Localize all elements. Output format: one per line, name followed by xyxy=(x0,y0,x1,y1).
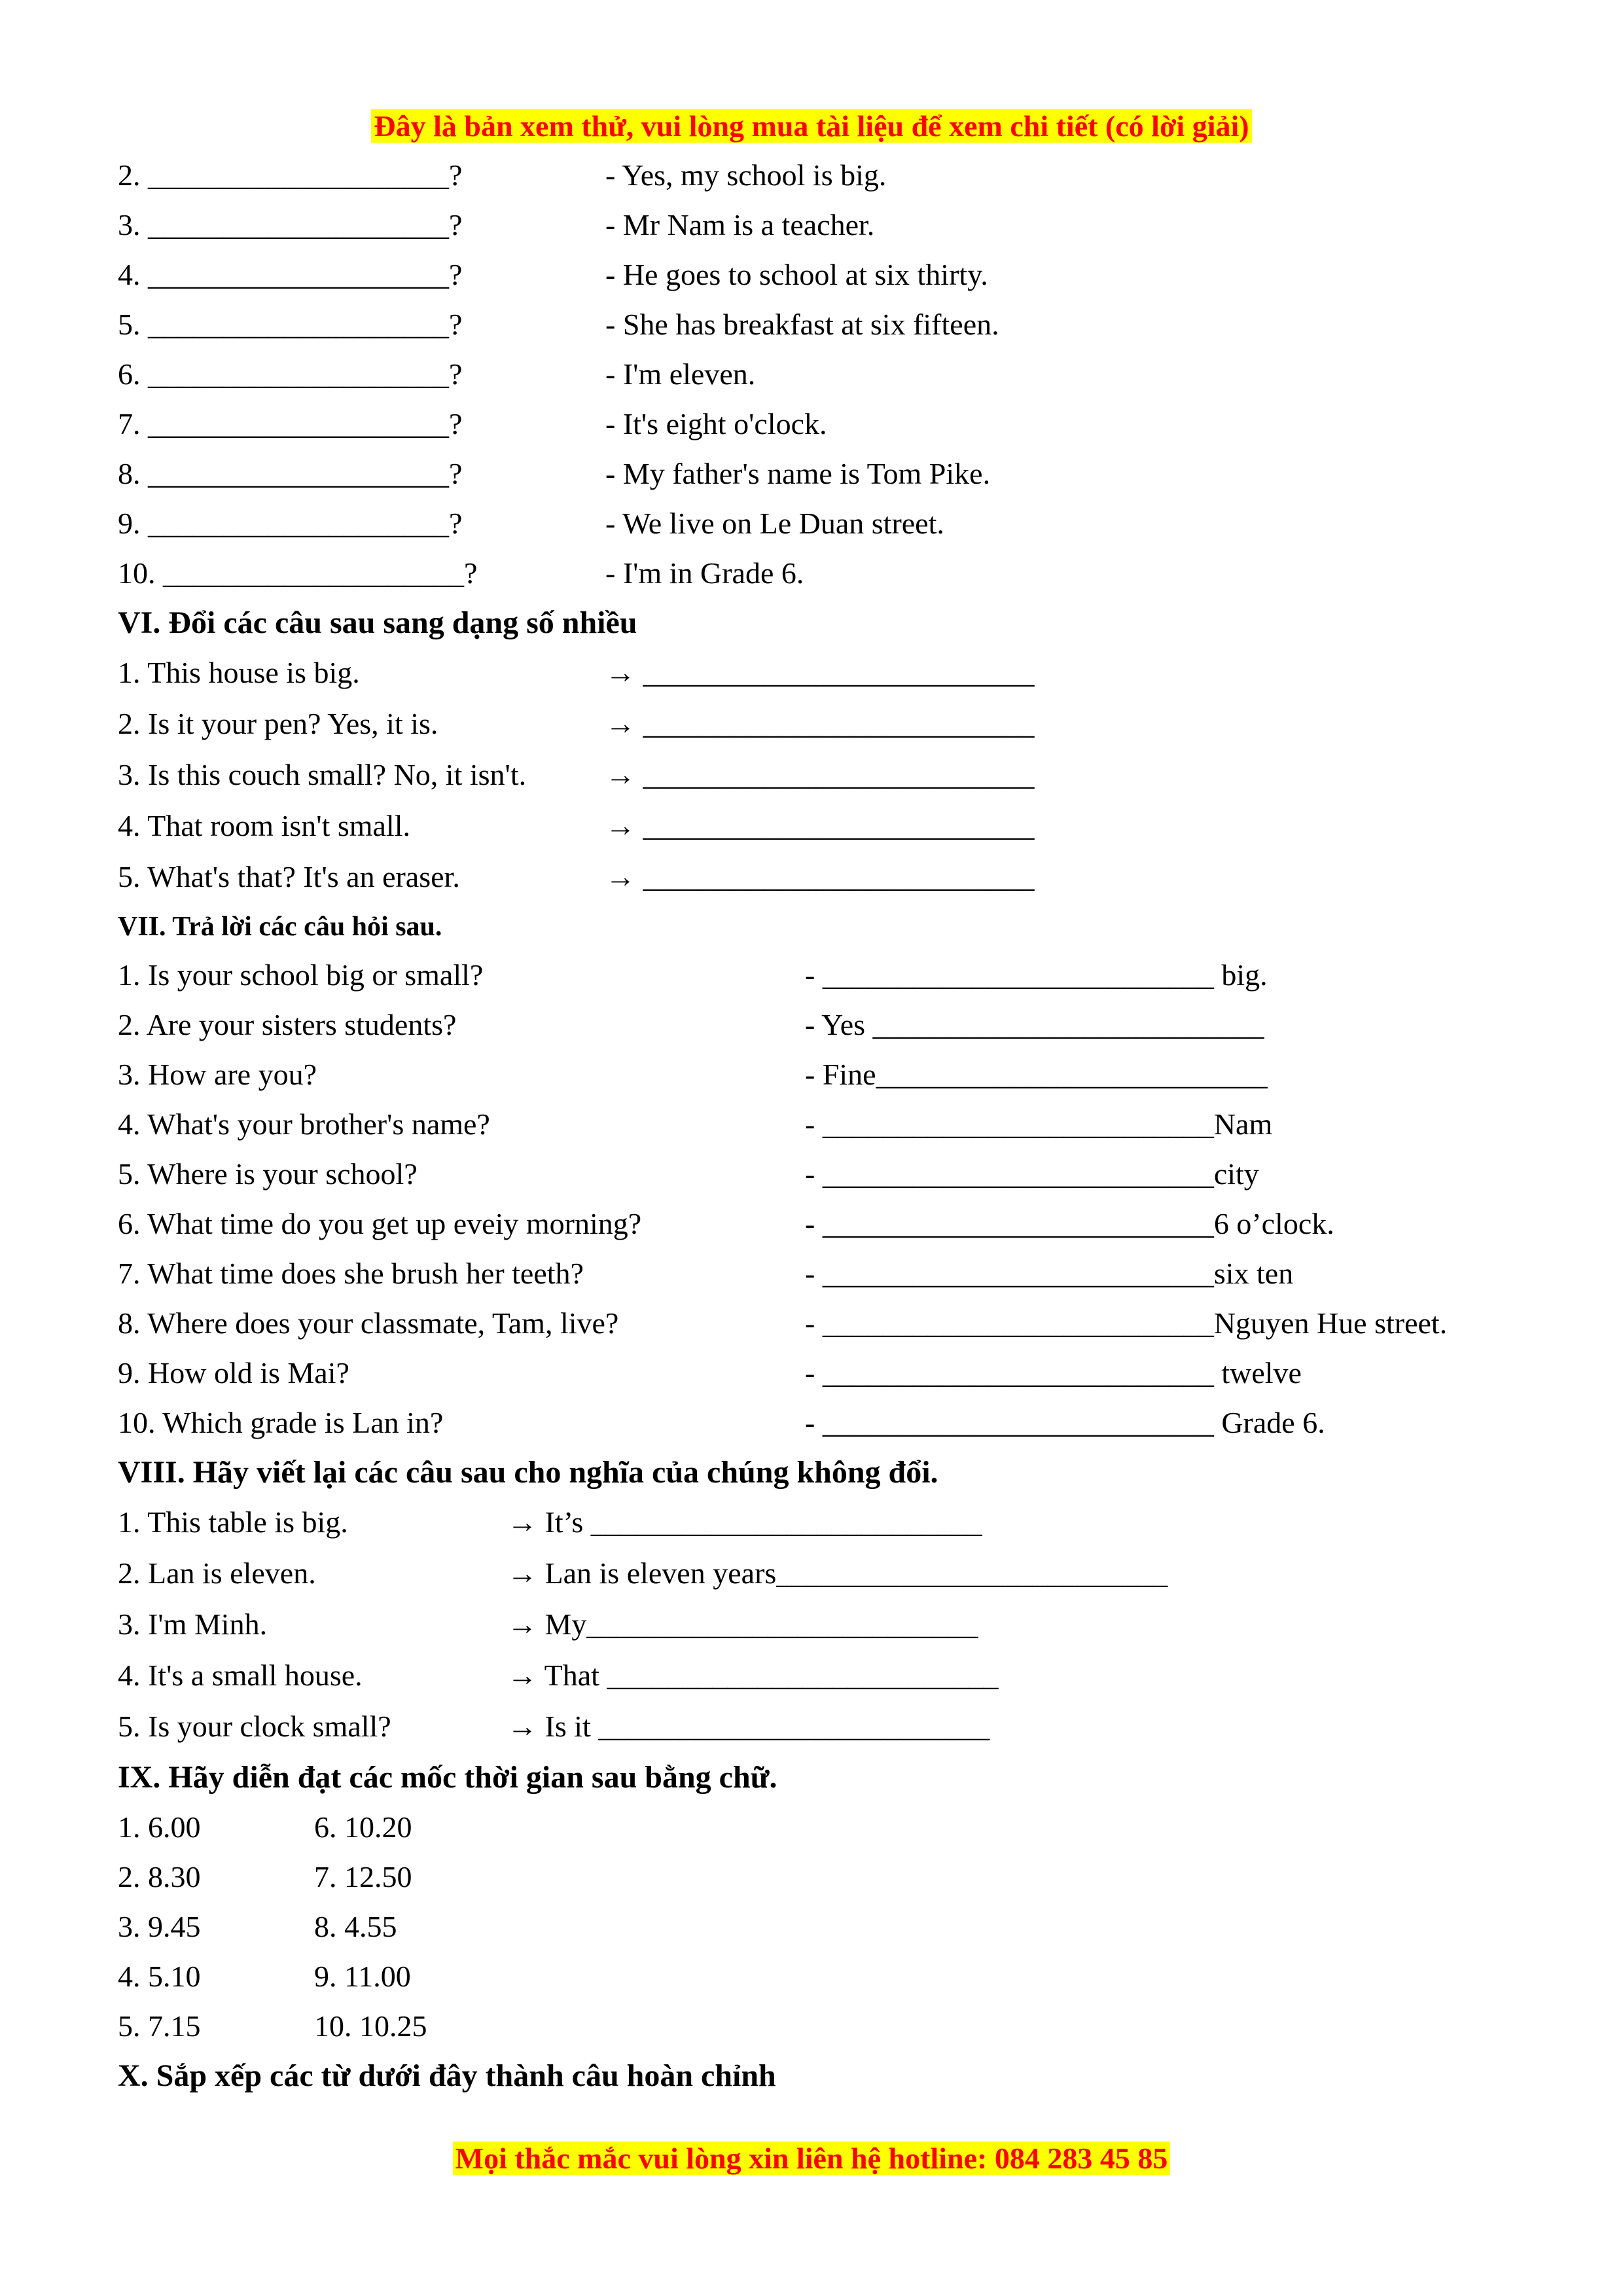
list-item xyxy=(118,852,1035,902)
sentence: 1. This house is big. xyxy=(118,656,360,689)
time-item: 10. 10.25 xyxy=(314,2009,427,2043)
time-item: 5. 7.15 xyxy=(118,2009,201,2043)
sentence: 1. This table is big. xyxy=(118,1505,348,1539)
rewrite-blank: → That __________________________ xyxy=(507,1659,999,1692)
given-answer: - Mr Nam is a teacher. xyxy=(605,208,875,242)
list-item xyxy=(118,499,944,548)
answer-blank: - __________________________Nguyen Hue street. xyxy=(805,1306,1448,1340)
list-item xyxy=(118,250,988,300)
section-x-title: X. Sắp xếp các từ dưới đây thành câu hoàn chỉnh xyxy=(118,2058,776,2093)
footer-banner xyxy=(0,2140,1623,2177)
question-blank: 7. ____________________? xyxy=(118,407,463,440)
sentence: 5. What's that? It's an eraser. xyxy=(118,860,460,893)
list-item xyxy=(118,1803,412,1852)
list-item xyxy=(118,1299,1448,1348)
answer-blank: → __________________________ xyxy=(605,656,1035,689)
answer-blank: → __________________________ xyxy=(605,860,1035,893)
rewrite-blank: → My__________________________ xyxy=(507,1607,978,1641)
rewrite-blank: → Lan is eleven years__________________________ xyxy=(507,1556,1168,1590)
time-item: 2. 8.30 xyxy=(118,1860,201,1893)
question-blank: 10. ____________________? xyxy=(118,556,478,590)
time-item: 1. 6.00 xyxy=(118,1810,201,1844)
question-blank: 5. ____________________? xyxy=(118,308,463,341)
list-item xyxy=(118,1249,1294,1299)
answer-blank: → __________________________ xyxy=(605,707,1035,740)
answer-blank: - __________________________city xyxy=(805,1157,1259,1191)
given-answer: - I'm eleven. xyxy=(605,357,756,391)
sentence: 4. That room isn't small. xyxy=(118,809,410,842)
list-item xyxy=(118,1000,1264,1050)
time-item: 8. 4.55 xyxy=(314,1910,397,1943)
footer-banner-text: Mọi thắc mắc vui lòng xin liên hệ hotline: 084 283 45 85 xyxy=(453,2142,1171,2175)
list-item xyxy=(118,950,1268,1000)
answer-blank: - Fine__________________________ xyxy=(805,1058,1268,1091)
time-item: 3. 9.45 xyxy=(118,1910,201,1943)
sentence: 4. It's a small house. xyxy=(118,1659,363,1692)
question: 1. Is your school big or small? xyxy=(118,958,484,992)
question: 8. Where does your classmate, Tam, live? xyxy=(118,1306,619,1340)
answer-blank: - __________________________Nam xyxy=(805,1107,1273,1141)
rewrite-blank: → It’s __________________________ xyxy=(507,1505,982,1539)
list-item xyxy=(118,1902,397,1952)
list-item xyxy=(118,449,991,499)
header-banner xyxy=(0,108,1623,145)
given-answer: - He goes to school at six thirty. xyxy=(605,258,988,291)
question-blank: 8. ____________________? xyxy=(118,457,463,490)
question: 3. How are you? xyxy=(118,1058,317,1091)
given-answer: - My father's name is Tom Pike. xyxy=(605,457,991,490)
question-blank: 6. ____________________? xyxy=(118,357,463,391)
list-item xyxy=(118,151,887,200)
answer-blank: - __________________________ big. xyxy=(805,958,1268,992)
answer-blank: → __________________________ xyxy=(605,758,1035,791)
list-item xyxy=(118,1199,1334,1249)
given-answer: - She has breakfast at six fifteen. xyxy=(605,308,999,341)
list-item xyxy=(118,699,1035,749)
list-item xyxy=(118,1600,978,1649)
given-answer: - I'm in Grade 6. xyxy=(605,556,804,590)
sentence: 2. Lan is eleven. xyxy=(118,1556,316,1590)
given-answer: - Yes, my school is big. xyxy=(605,158,887,192)
sentence: 5. Is your clock small? xyxy=(118,1710,391,1743)
list-item xyxy=(118,399,827,449)
list-item xyxy=(118,1952,411,2001)
section-viii-title: VIII. Hãy viết lại các câu sau cho nghĩa của chúng không đổi. xyxy=(118,1455,938,1490)
question-blank: 9. ____________________? xyxy=(118,507,463,540)
list-item xyxy=(118,300,999,350)
given-answer: - We live on Le Duan street. xyxy=(605,507,944,540)
question-blank: 4. ____________________? xyxy=(118,258,463,291)
time-item: 6. 10.20 xyxy=(314,1810,412,1844)
sentence: 2. Is it your pen? Yes, it is. xyxy=(118,707,438,740)
list-item xyxy=(118,648,1035,698)
answer-blank: - __________________________ twelve xyxy=(805,1356,1302,1390)
list-item xyxy=(118,1100,1273,1149)
list-item xyxy=(118,200,875,250)
time-item: 4. 5.10 xyxy=(118,1960,201,1993)
list-item xyxy=(118,1549,1168,1598)
list-item xyxy=(118,1651,999,1700)
question-blank: 2. ____________________? xyxy=(118,158,463,192)
list-item xyxy=(118,1149,1259,1199)
answer-blank: - __________________________6 o’clock. xyxy=(805,1207,1334,1240)
answer-blank: - Yes __________________________ xyxy=(805,1008,1264,1041)
list-item xyxy=(118,801,1035,851)
list-item xyxy=(118,1050,1268,1100)
list-item xyxy=(118,2001,427,2051)
list-item xyxy=(118,1702,990,1751)
question: 10. Which grade is Lan in? xyxy=(118,1406,444,1439)
time-item: 7. 12.50 xyxy=(314,1860,412,1893)
question: 2. Are your sisters students? xyxy=(118,1008,457,1041)
list-item xyxy=(118,548,804,598)
answer-blank: → __________________________ xyxy=(605,809,1035,842)
question: 9. How old is Mai? xyxy=(118,1356,349,1390)
question: 6. What time do you get up eveiy morning? xyxy=(118,1207,642,1240)
list-item xyxy=(118,1398,1325,1448)
sentence: 3. I'm Minh. xyxy=(118,1607,268,1641)
list-item xyxy=(118,1852,412,1902)
section-vi-title: VI. Đổi các câu sau sang dạng số nhiều xyxy=(118,605,637,640)
list-item xyxy=(118,1348,1302,1398)
given-answer: - It's eight o'clock. xyxy=(605,407,827,440)
list-item xyxy=(118,350,756,399)
header-banner-text: Đây là bản xem thử, vui lòng mua tài liệu để xem chi tiết (có lời giải) xyxy=(371,109,1251,143)
list-item xyxy=(118,1498,982,1547)
question: 7. What time does she brush her teeth? xyxy=(118,1257,584,1290)
rewrite-blank: → Is it __________________________ xyxy=(507,1710,990,1743)
list-item xyxy=(118,750,1035,800)
section-ix-title: IX. Hãy diễn đạt các mốc thời gian sau bằng chữ. xyxy=(118,1760,777,1795)
sentence: 3. Is this couch small? No, it isn't. xyxy=(118,758,527,791)
answer-blank: - __________________________six ten xyxy=(805,1257,1294,1290)
section-vii-title: VII. Trả lời các câu hỏi sau. xyxy=(118,912,442,942)
time-item: 9. 11.00 xyxy=(314,1960,411,1993)
question: 5. Where is your school? xyxy=(118,1157,418,1191)
question: 4. What's your brother's name? xyxy=(118,1107,490,1141)
answer-blank: - __________________________ Grade 6. xyxy=(805,1406,1325,1439)
question-blank: 3. ____________________? xyxy=(118,208,463,242)
